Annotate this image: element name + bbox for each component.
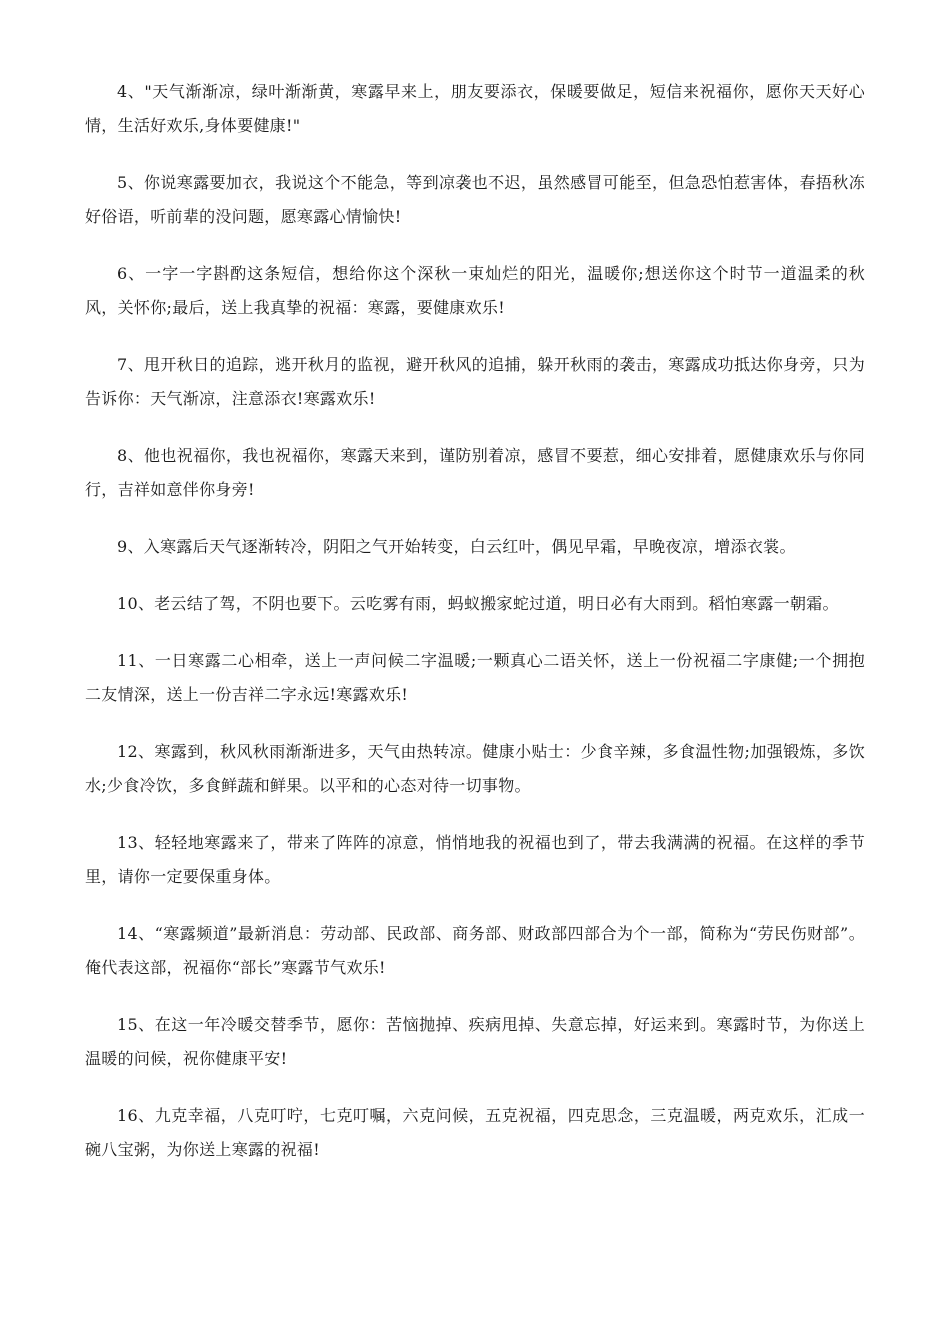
- paragraph-4: 4、"天气渐渐凉，绿叶渐渐黄，寒露早来上，朋友要添衣，保暖要做足，短信来祝福你，愿你天天好心情，生活好欢乐,身体要健康!": [85, 82, 865, 135]
- paragraph-6: 6、一字一字斟酌这条短信，想给你这个深秋一束灿烂的阳光，温暖你;想送你这个时节一道温柔的秋风，关怀你;最后，送上我真挚的祝福：寒露，要健康欢乐!: [85, 264, 865, 317]
- paragraph-16: 16、九克幸福，八克叮咛，七克叮嘱，六克问候，五克祝福，四克思念，三克温暖，两克欢乐，汇成一碗八宝粥，为你送上寒露的祝福!: [85, 1106, 865, 1159]
- paragraph-5: 5、你说寒露要加衣，我说这个不能急，等到凉袭也不迟，虽然感冒可能至，但急恐怕惹害体，春捂秋冻好俗语，听前辈的没问题，愿寒露心情愉快!: [85, 173, 865, 226]
- paragraph-9: 9、入寒露后天气逐渐转冷，阴阳之气开始转变，白云红叶，偶见早霜，早晚夜凉，增添衣裳。: [117, 537, 796, 556]
- paragraph-14: 14、“寒露频道”最新消息：劳动部、民政部、商务部、财政部四部合为个一部，简称为“劳民伤财部”。俺代表这部，祝福你“部长”寒露节气欢乐!: [85, 924, 865, 977]
- paragraph-15: 15、在这一年冷暖交替季节，愿你：苦恼抛掉、疾病甩掉、失意忘掉，好运来到。寒露时节，为你送上温暖的问候，祝你健康平安!: [85, 1015, 865, 1068]
- paragraph-11: 11、一日寒露二心相牵，送上一声问候二字温暖;一颗真心二语关怀，送上一份祝福二字康健;一个拥抱二友情深，送上一份吉祥二字永远!寒露欢乐!: [85, 651, 865, 704]
- paragraph-12: 12、寒露到，秋风秋雨渐渐进多，天气由热转凉。健康小贴士：少食辛辣，多食温性物;加强锻炼，多饮水;少食冷饮，多食鲜蔬和鲜果。以平和的心态对待一切事物。: [85, 742, 865, 795]
- paragraph-13: 13、轻轻地寒露来了，带来了阵阵的凉意，悄悄地我的祝福也到了，带去我满满的祝福。在这样的季节里，请你一定要保重身体。: [85, 833, 865, 886]
- paragraph-10: 10、老云结了驾，不阴也要下。云吃雾有雨，蚂蚁搬家蛇过道，明日必有大雨到。稻怕寒露一朝霜。: [117, 594, 839, 613]
- paragraph-7: 7、甩开秋日的追踪，逃开秋月的监视，避开秋风的追捕，躲开秋雨的袭击，寒露成功抵达你身旁，只为告诉你：天气渐凉，注意添衣!寒露欢乐!: [85, 355, 865, 408]
- paragraph-list: [85, 75, 865, 1190]
- paragraph-8: 8、他也祝福你，我也祝福你，寒露天来到，谨防别着凉，感冒不要惹，细心安排着，愿健康欢乐与你同行，吉祥如意伴你身旁!: [85, 446, 865, 499]
